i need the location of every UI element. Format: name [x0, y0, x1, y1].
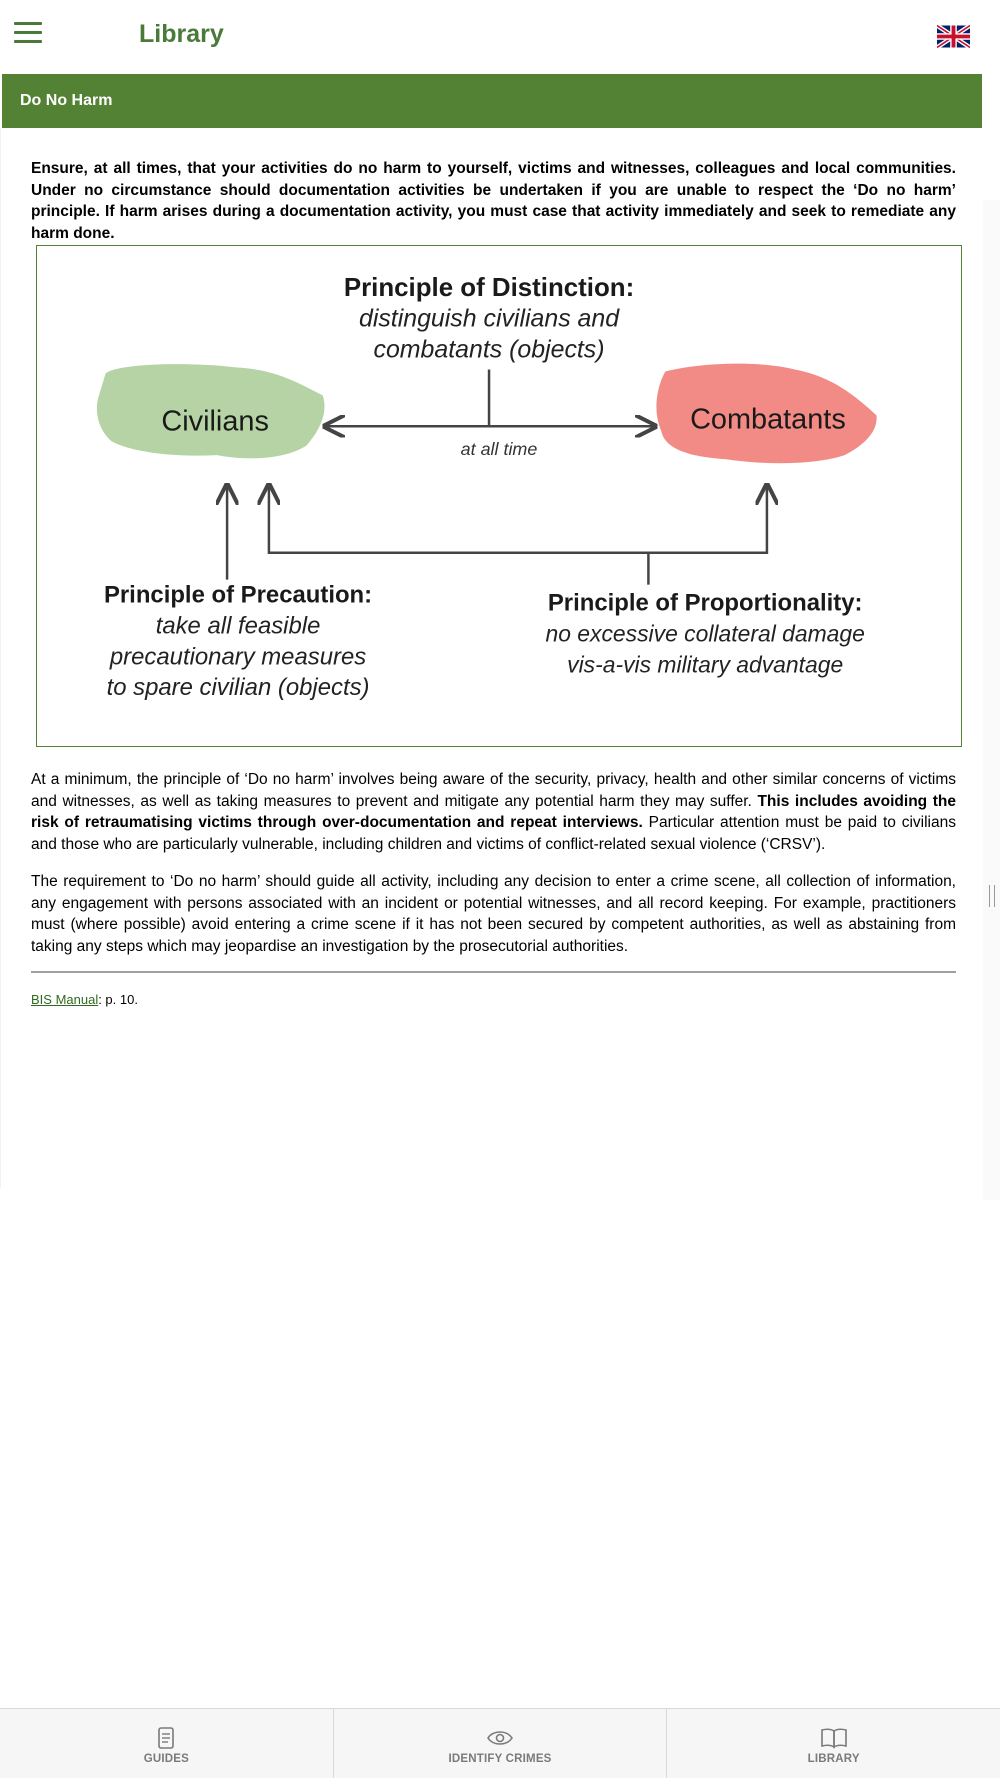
- nav-identify-crimes-label: IDENTIFY CRIMES: [448, 1753, 552, 1765]
- precaution-line2: precautionary measures: [109, 643, 367, 671]
- nav-library-label: LIBRARY: [807, 1753, 860, 1765]
- top-header: [0, 0, 983, 72]
- principles-diagram-svg: [37, 246, 961, 746]
- scroll-handle[interactable]: [989, 885, 995, 907]
- paragraph-1-bold: This includes avoiding the risk of retraumatising victims through over-documentation and repeat interviews.: [31, 792, 956, 832]
- proportionality-line2: vis-a-vis military advantage: [567, 651, 844, 678]
- bottom-navigation: [0, 1708, 1000, 1778]
- article-content: [0, 128, 983, 1188]
- proportionality-line1: no excessive collateral damage: [545, 620, 865, 647]
- principles-diagram: [36, 245, 962, 747]
- eye-icon: [487, 1727, 513, 1749]
- proportionality-title: Principle of Proportionality:: [547, 589, 863, 617]
- distinction-title: Principle of Distinction:: [343, 273, 635, 302]
- paragraph-1: [31, 769, 956, 855]
- combatants-label: Combatants: [690, 403, 846, 436]
- distinction-line2: combatants (objects): [373, 335, 605, 364]
- civilians-label: Civilians: [161, 405, 269, 438]
- precaution-title: Principle of Precaution:: [103, 581, 373, 609]
- divider: [31, 971, 956, 973]
- intro-paragraph: Ensure, at all times, that your activities do no harm to yourself, victims and witnesses, colleagues and local communities. Under no circumstance should documentation activities be undertaken if you are unable to respect the ‘Do no harm’ principle. If harm arises during a documentation activity, you must case that activity immediately and seek to remediate any harm done.: [31, 160, 956, 242]
- arrow-label: at all time: [460, 439, 538, 460]
- reference: [31, 992, 138, 1007]
- nav-guides-label: GUIDES: [143, 1753, 189, 1765]
- nav-guides[interactable]: [0, 1709, 334, 1778]
- precaution-line3: to spare civilian (objects): [106, 674, 370, 702]
- nav-identify-crimes[interactable]: [334, 1709, 668, 1778]
- paragraph-1-end: Particular attention must be paid to civilians and those who are particularly vulnerable, including children and victims of conflict-related sexual violence (‘CRSV’).: [31, 814, 956, 853]
- proportionality-bracket: [269, 485, 767, 553]
- section-header-bar: [2, 74, 982, 128]
- document-icon: [153, 1727, 179, 1749]
- page-title: Library: [139, 20, 224, 48]
- reference-page: : p. 10.: [98, 992, 138, 1007]
- scroll-edge: [983, 200, 1000, 1200]
- book-icon: [821, 1727, 847, 1749]
- section-title: Do No Harm: [20, 92, 113, 109]
- distinction-line1: distinguish civilians and: [358, 304, 620, 333]
- paragraph-2: The requirement to ‘Do no harm’ should guide all activity, including any decision to enter a crime scene, all collection of information, any engagement with persons associated with an incident or potential witnesses, and all record keeping. For example, practitioners must (where possible) avoid entering a crime scene if it has not been secured by competent authorities, as well as abstaining from taking any steps which may jeopardise an investigation by the prosecutorial authorities.: [31, 873, 956, 955]
- paragraph-1-start: At a minimum, the principle of ‘Do no harm’ involves being aware of the security, privacy, health and other similar concerns of victims and witnesses, as well as taking measures to prevent and mitigate any potential harm they may suffer.: [31, 771, 956, 810]
- nav-library[interactable]: [667, 1709, 1000, 1778]
- uk-flag-icon[interactable]: [937, 24, 970, 49]
- menu-icon[interactable]: [14, 22, 42, 46]
- bis-manual-link[interactable]: BIS Manual: [31, 992, 99, 1007]
- precaution-line1: take all feasible: [155, 612, 321, 640]
